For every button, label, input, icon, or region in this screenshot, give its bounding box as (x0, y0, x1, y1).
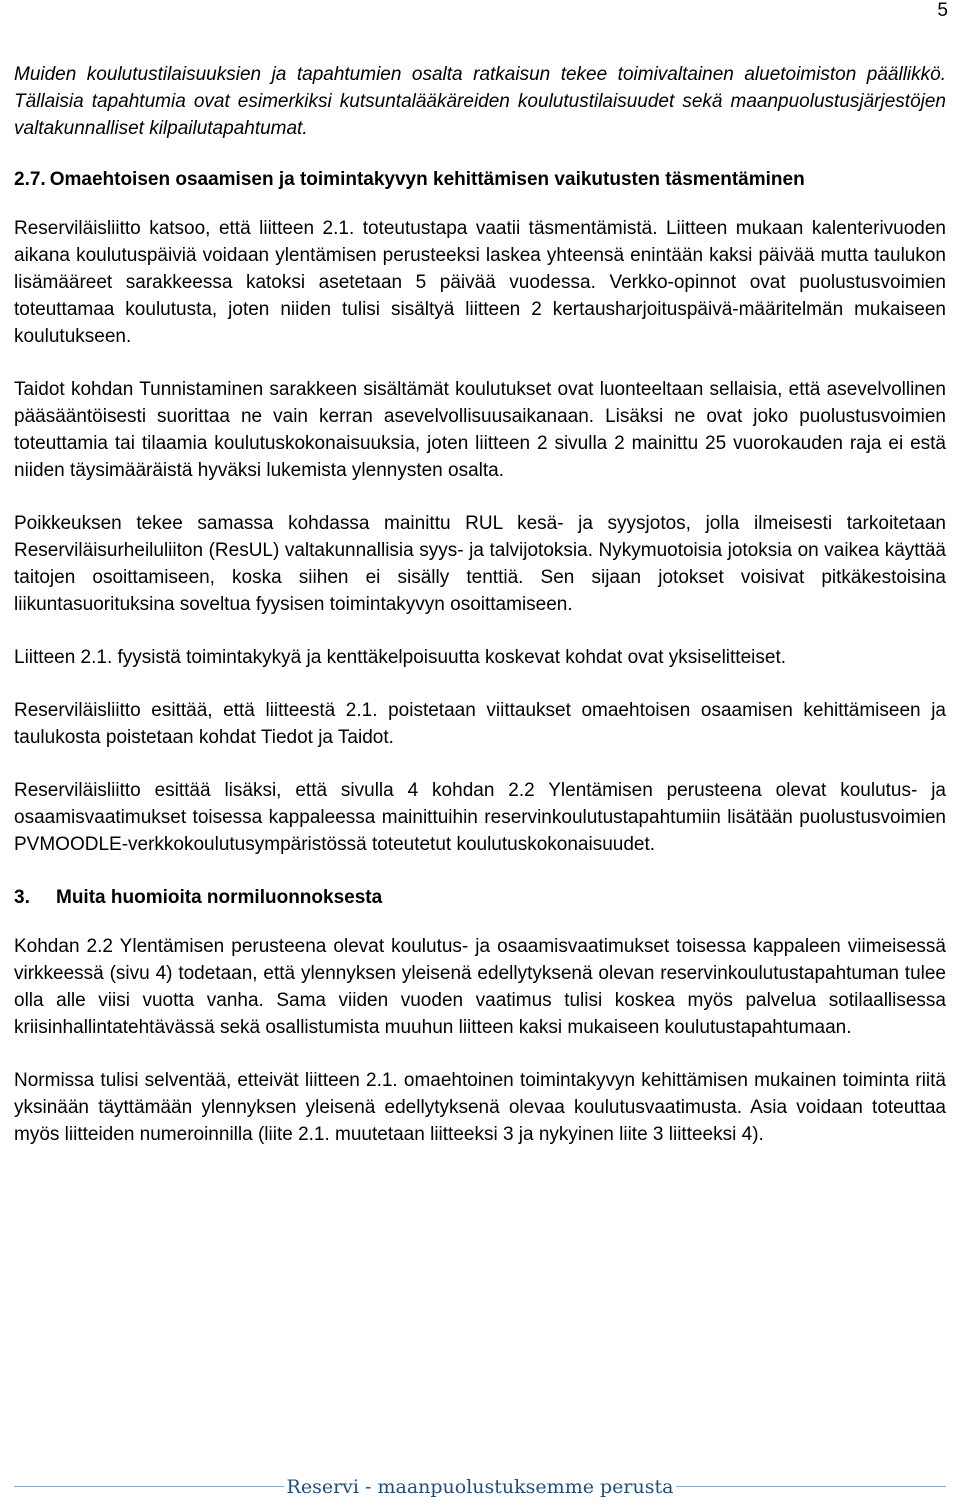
section-title: Omaehtoisen osaamisen ja toimintakyvyn kehittämisen vaikutusten täsmentäminen (49, 169, 805, 190)
paragraph: Poikkeuksen tekee samassa kohdassa mainittu RUL kesä- ja syysjotos, jolla ilmeisesti tarkoitetaan Reserviläisurheiluliiton (ResUL) valtakunnallisia syys- ja talvijotoksia. Nykymuotoisia jotoksia on vaikea käyttää taitojen osoittamiseen, koska siihen ei sisälly tenttiä. Sen sijaan jotokset voisivat pitkäkestoisina liikuntasuorituksina soveltua fyysisen toimintakyvyn osoittamiseen. (14, 513, 946, 615)
intro-paragraph: Muiden koulutustilaisuuksien ja tapahtumien osalta ratkaisun tekee toimivaltainen aluetoimiston päällikkö. Tällaisia tapahtumia ovat esimerkiksi kutsuntalääkäreiden koulutustilaisuudet sekä maanpuolustusjärjestöjen valtakunnalliset kilpailutapahtumat. (14, 64, 946, 139)
section-number: 3. (14, 887, 30, 908)
paragraph: Reserviläisliitto katsoo, että liitteen 2.1. toteutustapa vaatii täsmentämistä. Liitteen mukaan kalenterivuoden aikana koulutuspäiviä voidaan ylentämisen perusteeksi laskea yhteensä enintään kaksi päivää mutta taulukon lisämääreet sarakkeessa katoksi asetetaan 5 päivää vuodessa. Verkko-opinnot ovat puolustusvoimien toteuttamaa koulutusta, joten niiden tulisi sisältyä liitteen 2 kertausharjoituspäivä-määritelmän mukaiseen koulutukseen. (14, 218, 946, 347)
paragraph: Liitteen 2.1. fyysistä toimintakykyä ja kenttäkelpoisuutta koskevat kohdat ovat yksiselitteiset. (14, 647, 786, 668)
document-body (14, 61, 946, 1174)
section-heading-3 (14, 884, 946, 911)
footer-slogan: Reservi - maanpuolustuksemme perusta (286, 1476, 674, 1498)
section-number: 2.7. (14, 169, 46, 190)
paragraph: Taidot kohdan Tunnistaminen sarakkeen sisältämät koulutukset ovat luonteeltaan sellaisia, että asevelvollinen pääsääntöisesti suorittaa ne vain kerran asevelvollisuusaikanaan. Lisäksi ne ovat joko puolustusvoimien toteuttamia tai tilaamia koulutuskokonaisuuksia, joten liitteen 2 sivulla 2 mainittu 25 vuorokauden raja ei estä niiden täysimääräistä hyväksi lukemista ylennysten osalta. (14, 379, 946, 481)
paragraph: Reserviläisliitto esittää lisäksi, että sivulla 4 kohdan 2.2 Ylentämisen perusteena olevat koulutus- ja osaamisvaatimukset toisessa kappaleessa mainittuihin reservinkoulutustapahtumiin lisätään puolustusvoimien PVMOODLE-verkkokoulutusympäristössä toteutetut koulutuskokonaisuudet. (14, 780, 946, 855)
section-heading-2-7 (14, 166, 946, 193)
paragraph: Kohdan 2.2 Ylentämisen perusteena olevat koulutus- ja osaamisvaatimukset toisessa kappaleen viimeisessä virkkeessä (sivu 4) todetaan, että ylennyksen yleisenä edellytyksenä olevan reservinkoulutustapahtuman tulee olla alle viisi vuotta vanha. Sama viiden vuoden vaatimus tulisi koskea myös palvelua sotilaallisessa kriisinhallintatehtävässä sekä osallistumista muuhun liitteen kaksi mukaiseen koulutustapahtumaan. (14, 936, 946, 1038)
page-number: 5 (937, 0, 948, 21)
section-title: Muita huomioita normiluonnoksesta (56, 887, 383, 908)
paragraph: Reserviläisliitto esittää, että liitteestä 2.1. poistetaan viittaukset omaehtoisen osaamisen kehittämiseen ja taulukosta poistetaan kohdat Tiedot ja Taidot. (14, 700, 946, 748)
page-footer (0, 1468, 960, 1510)
paragraph: Normissa tulisi selventää, etteivät liitteen 2.1. omaehtoinen toimintakyvyn kehittämisen mukainen toiminta riitä yksinään täyttämään ylennyksen yleisenä edellytyksenä olevaa koulutusvaatimusta. Asia voidaan toteuttaa myös liitteiden numeroinnilla (liite 2.1. muutetaan liitteeksi 3 ja nykyinen liite 3 liitteeksi 4). (14, 1070, 946, 1145)
